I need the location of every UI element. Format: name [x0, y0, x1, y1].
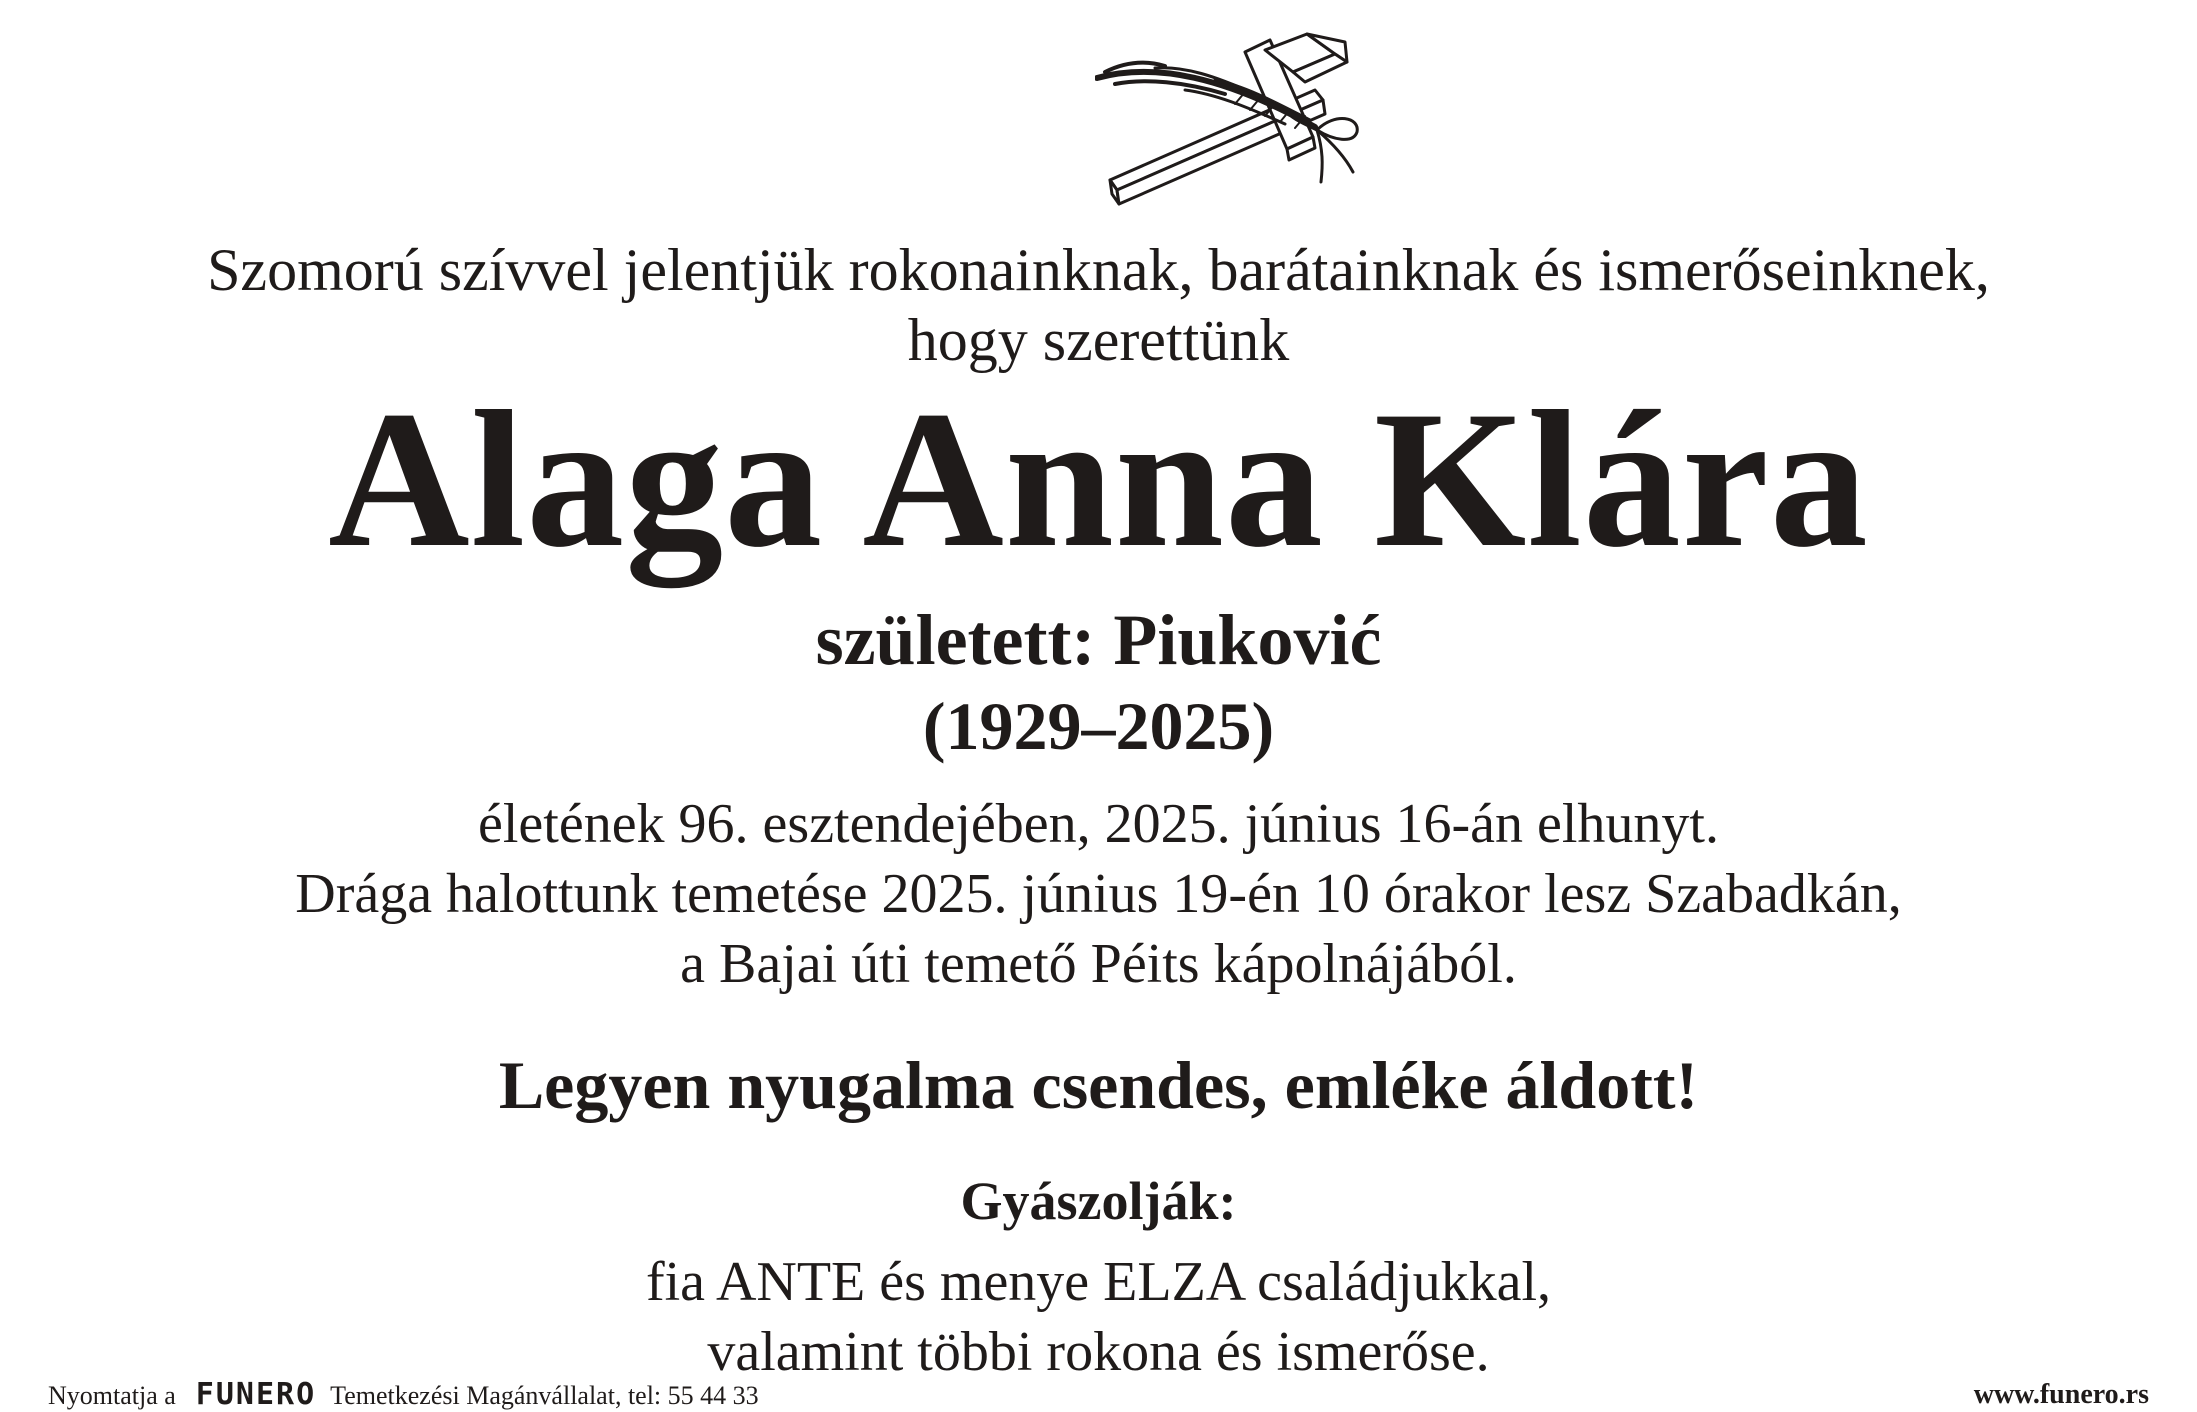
details-line-1: életének 96. esztendejében, 2025. június 16-án elhunyt. [478, 793, 1719, 855]
mourners-line-1: fia ANTE és menye ELZA családjukkal, [645, 1251, 1552, 1313]
funero-logo: FUNERO [195, 1377, 317, 1412]
deceased-name: Alaga Anna Klára [328, 371, 1869, 588]
cross-with-palm-branch-icon [1095, 32, 1425, 212]
company-info: Temetkezési Magánvállalat, tel: 55 44 33 [330, 1381, 759, 1410]
farewell-message: Legyen nyugalma csendes, emléke áldott! [498, 1047, 1699, 1123]
details-line-3: a Bajai úti temető Péits kápolnájából. [680, 933, 1517, 995]
website-link[interactable]: www.funero.rs [1973, 1379, 2149, 1410]
life-years: (1929–2025) [922, 688, 1275, 764]
mourners-title: Gyászolják: [960, 1171, 1237, 1231]
details-line-2: Drága halottunk temetése 2025. június 19-én 10 órakor lesz Szabadkán, [295, 863, 1902, 925]
mourners-line-2: valamint többi rokona és ismerőse. [707, 1321, 1490, 1383]
intro-line-2: hogy szerettünk [907, 307, 1290, 373]
printer-credit [48, 1377, 759, 1412]
maiden-name: született: Piuković [815, 600, 1382, 680]
intro-line-1: Szomorú szívvel jelentjük rokonainknak, barátainknak és ismerőseinknek, [207, 237, 1990, 303]
printed-by-label: Nyomtatja a [48, 1381, 176, 1410]
